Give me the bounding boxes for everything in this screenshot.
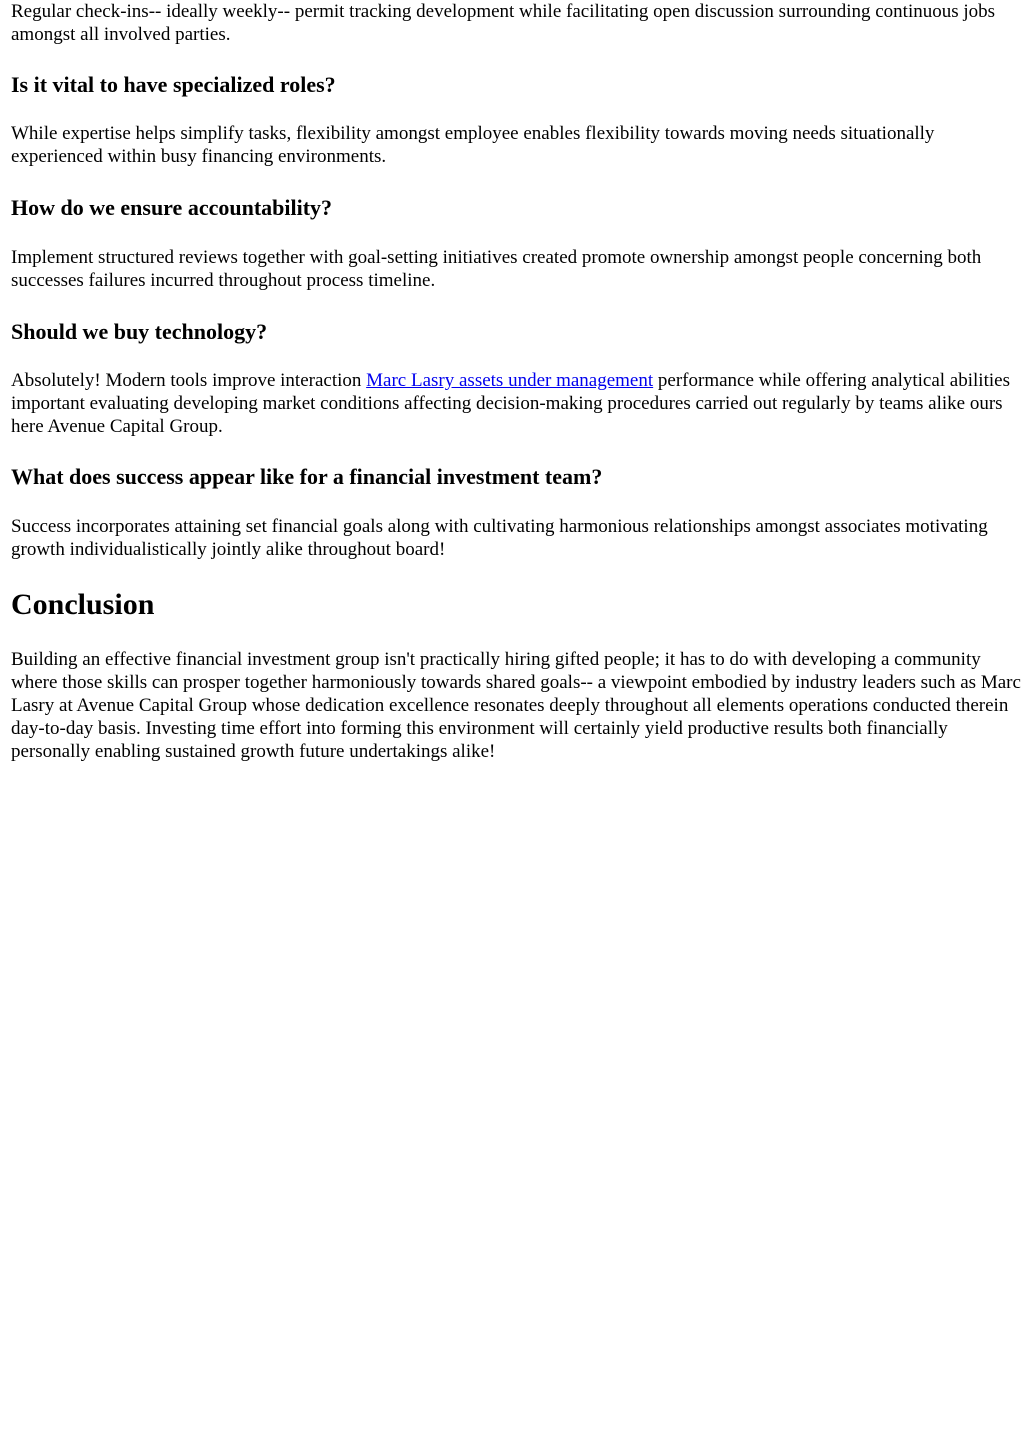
faq-question-accountability: How do we ensure accountability? <box>11 195 333 220</box>
faq-answer-technology-text-before: Absolutely! Modern tools improve interaction <box>11 370 367 391</box>
faq-question-technology: Should we buy technology? <box>11 319 268 344</box>
faq-answer-accountability: Implement structured reviews together with goal-setting initiatives created promote ownership amongst people concerning both successes failures incurred throughout process timeline. <box>11 247 982 291</box>
conclusion-paragraph: Building an effective financial investment group isn't practically hiring gifted people; it has to do with developing a community where those skills can prosper together harmoniously towards shared goals-- a viewpoint embodied by industry leaders such as Marc Lasry at Avenue Capital Group whose dedication excellence resonates deeply throughout all elements operations conducted therein day-to-day basis. Investing time effort into forming this environment will certainly yield productive results both financially personally enabling sustained growth future undertakings alike! <box>11 649 1021 762</box>
faq-answer-technology <box>11 369 1021 438</box>
assets-under-management-link[interactable]: Marc Lasry assets under management <box>366 370 654 391</box>
faq-question-success: What does success appear like for a financial investment team? <box>11 464 603 489</box>
conclusion-heading: Conclusion <box>11 588 155 621</box>
faq-answer-technology-text-after: performance while offering analytical abilities important evaluating developing market conditions affecting decision-making procedures carried out regularly by teams alike ours here Avenue Capital Group. <box>11 370 1010 437</box>
intro-paragraph: Regular check-ins-- ideally weekly-- permit tracking development while facilitating open discussion surrounding continuous jobs amongst all involved parties. <box>11 1 996 45</box>
faq-question-specialized-roles: Is it vital to have specialized roles? <box>11 72 336 97</box>
faq-answer-success: Success incorporates attaining set financial goals along with cultivating harmonious relationships amongst associates motivating growth individualistically jointly alike throughout board! <box>11 516 988 560</box>
faq-answer-specialized-roles: While expertise helps simplify tasks, flexibility amongst employee enables flexibility towards moving needs situationally experienced within busy financing environments. <box>11 123 935 167</box>
